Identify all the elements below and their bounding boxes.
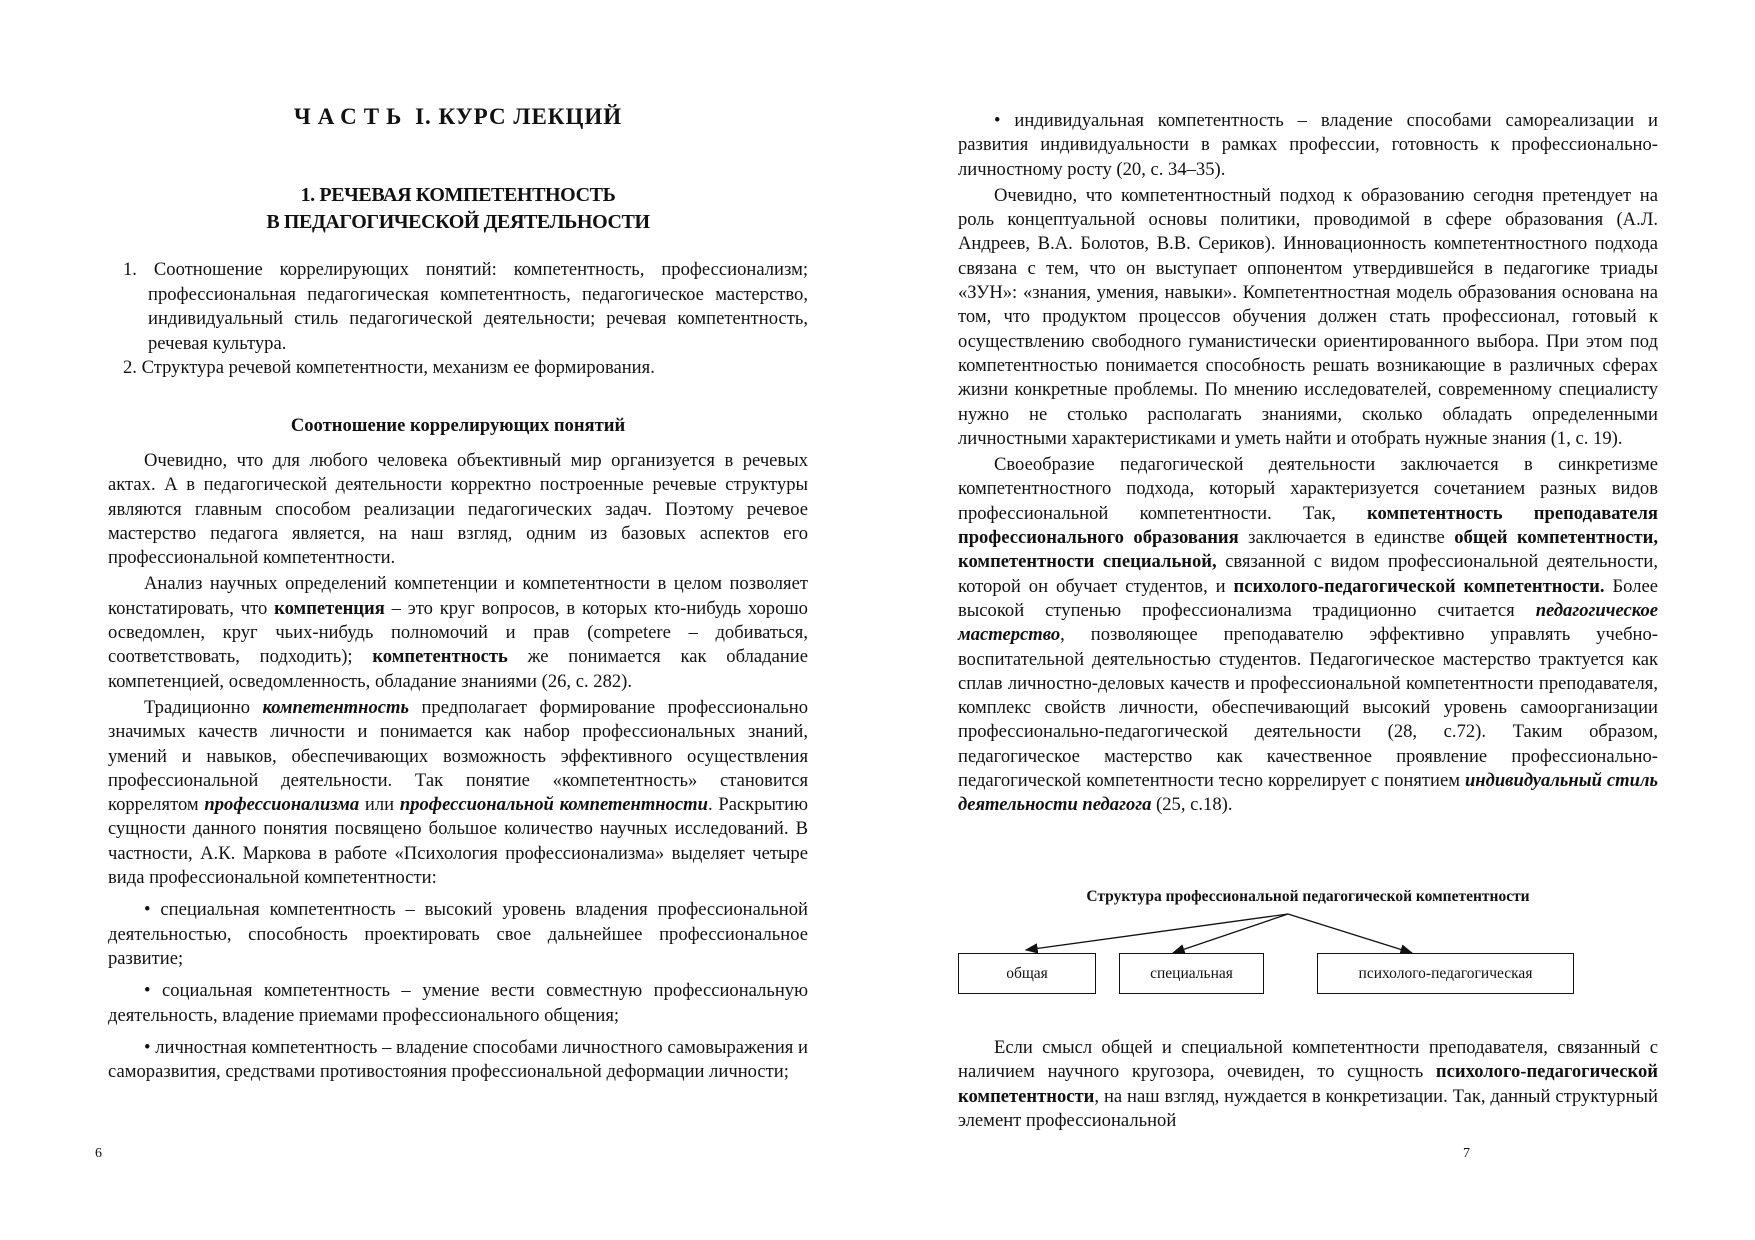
arrow-to-special (1173, 914, 1288, 953)
chapter-title (108, 182, 808, 236)
lecture-plan (108, 258, 808, 381)
box-psych-ped: психолого-педагогическая (1317, 953, 1574, 994)
section-title: Соотношение коррелирующих понятий (290, 415, 626, 436)
page-number: 7 (1463, 1146, 1470, 1161)
diagram-title: Структура профессиональной педагогической компетентности (1086, 888, 1530, 905)
left-body-text (108, 449, 808, 1086)
bullet-item: • индивидуальная компетентность – владение способами самореализации и развития индивидуальности в рамках профессии, готовность к профессионально-личностному росту (20, с. 34–35). (958, 110, 1658, 180)
arrow-to-psych (1288, 914, 1412, 953)
bullet-item: • специальная компетентность – высокий уровень владения профессиональной деятельностью, способность проектировать свое дальнейшее профессиональное развитие; (108, 899, 808, 969)
arrow-to-general (1026, 914, 1288, 950)
chapter-title-line-1: 1. РЕЧЕВАЯ КОМПЕТЕНТНОСТЬ (300, 184, 616, 206)
paragraph: Очевидно, что компетентностный подход к образованию сегодня претендует на роль концептуальной основы политики, проводимой в сфере образования (А.Л. Андреев, В.А. Болотов, В.В. Сериков). Инновационность компетентностного подхода связана с тем, что он выступает оппонентом утвердившейся в педагогике триады «ЗУН»: «знания, умения, навыки». Компетентностная модель образования основана на том, что продуктом процессов обучения должен стать профессионал, готовый к осуществлению свободного гуманистически ориентированного выбора. При этом под компетентностью понимается способность решать возникающие в различных сферах жизни конкретные проблемы. По мнению исследователей, современному специалисту нужно не столько располагать знаниями, сколько обладать определенными личностными характеристиками и уметь найти и отобрать нужные знания (1, с. 19). (958, 184, 1658, 449)
bullet-item: • личностная компетентность – владение способами личностного самовыражения и саморазвития, средствами противостояния профессиональной деформации личности; (108, 1036, 808, 1083)
plan-item: 1. Соотношение коррелирующих понятий: компетентность, профессионализм; профессиональная педагогическая компетентность, педагогическое мастерство, индивидуальный стиль педагогической деятельности; речевая компетентность, речевая культура. (123, 259, 808, 354)
paragraph: Очевидно, что для любого человека объективный мир организуется в речевых актах. А в педагогической деятельности корректно построенные речевые структуры являются главным способом реализации педагогических задач. Поэтому речевое мастерство педагога является, на наш взгляд, одним из базовых аспектов его профессиональной компетентности. (108, 450, 808, 569)
paragraph: Традиционно компетентность предполагает формирование профессионально значимых качеств личности и понимается как набор профессиональных знаний, умений и навыков, обеспечивающих возможность эффективного осуществления профессиональной деятельности. Так понятие «компетентность» становится коррелятом профессионализма или профессиональной компетентности. Раскрытию сущности данного понятия посвящено большое количество научных исследований. В частности, А.К. Маркова в работе «Психология профессионализма» выделяет четыре вида профессиональной компетентности: (108, 696, 809, 889)
paragraph: Анализ научных определений компетенции и компетентности в целом позволяет констатировать, что компетенция – это круг вопросов, в которых кто-нибудь хорошо осведомлен, круг чьих-нибудь полномочий и прав (competere – добиваться, соответствовать, подходить); компетентность же понимается как обладание компетенцией, осведомленность, обладание знаниями (26, с. 282). (108, 573, 808, 692)
part-title: ЧАСТЬ I. КУРС ЛЕКЦИЙ (293, 104, 623, 129)
page-number: 6 (95, 1146, 102, 1161)
chapter-title-line-2: В ПЕДАГОГИЧЕСКОЙ ДЕЯТЕЛЬНОСТИ (266, 211, 650, 233)
box-special: специальная (1119, 953, 1264, 994)
left-page (0, 0, 877, 1240)
paragraph: Своеобразие педагогической деятельности заключается в синкретизме компетентностного подхода, который характеризуется сочетанием разных видов профессиональной компетентности. Так, компетентность преподавателя профессионального образования заключается в единстве общей компетентности, компетентности специальной, связанной с видом профессиональной деятельности, которой он обучает студентов, и психолого-педагогической компетентности. Более высокой ступенью профессионализма традиционно считается педагогическое мастерство, позволяющее преподавателю эффективно управлять учебно-воспитательной деятельностью студентов. Педагогическое мастерство трактуется как сплав личностно-деловых качеств и профессиональной компетентности преподавателя, комплекс свойств личности, обеспечивающий высокий уровень самоорганизации профессионально-педагогической деятельности (28, с.72). Таким образом, педагогическое мастерство как качественное проявление профессионально-педагогической компетентности тесно коррелирует с понятием индивидуальный стиль деятельности педагога (25, с.18). (958, 454, 1658, 816)
right-body-text (958, 109, 1658, 820)
box-general: общая (958, 953, 1096, 994)
right-page (877, 0, 1755, 1240)
plan-item: 2. Структура речевой компетентности, механизм ее формирования. (123, 357, 655, 378)
right-bottom-text (958, 1036, 1658, 1135)
bullet-item: • социальная компетентность – умение вести совместную профессиональную деятельность, владение приемами профессионального общения; (108, 980, 808, 1026)
paragraph: Если смысл общей и специальной компетентности преподавателя, связанный с наличием научного кругозора, очевиден, то сущность психолого-педагогической компетентности, на наш взгляд, нуждается в конкретизации. Так, данный структурный элемент профессиональной (958, 1037, 1658, 1131)
competence-structure-diagram (958, 888, 1658, 1018)
